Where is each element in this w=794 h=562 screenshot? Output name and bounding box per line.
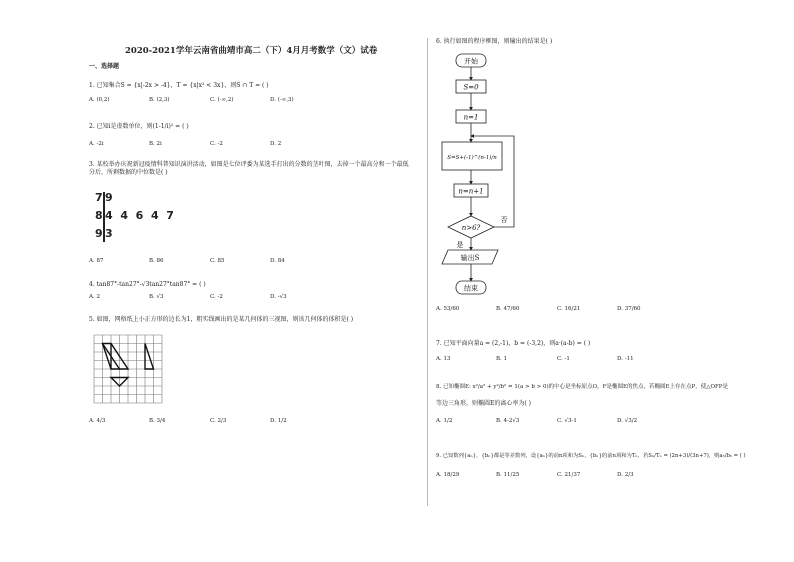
- q2-option-d: D. 2: [270, 141, 282, 147]
- stem-divider: [103, 192, 105, 242]
- question-8-stem-continued: 等边三角形，则椭圆E的离心率为( ): [436, 400, 531, 407]
- stem-leaf-plot: [95, 191, 195, 243]
- page-title: 2020-2021学年云南省曲靖市高二（下）4月月考数学（文）试卷: [125, 46, 378, 56]
- q7-option-c: C. -1: [557, 356, 570, 362]
- leaves-7: 9: [105, 191, 113, 204]
- q1-option-a: A. (0,2): [89, 97, 110, 103]
- flow-no-label: 否: [500, 216, 508, 224]
- q3-option-b: B. 86: [149, 258, 164, 264]
- q4-option-b: B. √3: [149, 294, 164, 300]
- q5-option-c: C. 2/3: [210, 418, 227, 424]
- q4-option-c: C. -2: [210, 294, 223, 300]
- column-divider: [427, 38, 428, 506]
- q8-option-c: C. √3-1: [557, 418, 577, 424]
- q9-option-b: B. 11/25: [496, 472, 520, 478]
- flow-start-text: 开始: [464, 57, 478, 66]
- q3-option-d: D. 84: [270, 258, 285, 264]
- stem-8: 8: [95, 209, 103, 222]
- q8-option-a: A. 1/2: [436, 418, 453, 424]
- question-8-stem: 8. 已知椭圆E: x²/a² + y²/b² = 1(a > b > 0)的中心是坐标原点O，F是椭圆E的焦点，若椭圆E上存在点P，使△OFP是: [436, 384, 728, 390]
- q6-option-b: B. 47/60: [496, 306, 520, 312]
- q5-option-d: D. 1/2: [270, 418, 287, 424]
- stem-9: 9: [95, 227, 103, 240]
- q2-option-c: C. -2: [210, 141, 223, 147]
- flow-init-n-text: n=1: [463, 113, 479, 122]
- q7-option-d: D. -11: [617, 356, 634, 362]
- q6-option-d: D. 37/60: [617, 306, 641, 312]
- q4-option-a: A. 2: [89, 294, 100, 300]
- flow-condition-text: n>6?: [461, 224, 481, 232]
- q9-option-c: C. 21/37: [557, 472, 581, 478]
- q9-option-a: A. 18/29: [436, 472, 460, 478]
- flow-end-text: 结束: [464, 284, 478, 293]
- q1-option-d: D. (-∞,3): [270, 97, 294, 103]
- question-4-stem: 4. tan87°-tan27°-√3tan27°tan87° = ( ): [89, 281, 206, 288]
- q3-option-c: C. 85: [210, 258, 225, 264]
- q8-option-b: B. 4-2√3: [496, 418, 520, 424]
- flow-inc-n-text: n=n+1: [458, 187, 484, 196]
- question-7-stem: 7. 已知平面向量a = (2,-1)，b = (-3,2)，则a·(a-b) = ( ): [436, 340, 591, 347]
- flow-init-s-text: S=0: [463, 83, 479, 92]
- q7-option-a: A. 13: [436, 356, 451, 362]
- question-6-stem: 6. 执行如图的程序框图，则输出的结果是( ): [436, 38, 553, 45]
- question-5-stem: 5. 如图，网格纸上小正方形的边长为1，粗实线画出的是某几何体的三视图，则该几何体的体积是( ): [89, 316, 354, 323]
- q9-option-d: D. 2/3: [617, 472, 634, 478]
- q8-option-d: D. √3/2: [617, 418, 638, 424]
- leaves-8: 4 4 6 4 7: [105, 209, 174, 222]
- leaves-9: 3: [105, 227, 113, 240]
- program-flowchart: [436, 50, 526, 300]
- q7-option-b: B. 1: [496, 356, 508, 362]
- section-heading: 一、选择题: [89, 63, 120, 70]
- q4-option-d: D. -√3: [270, 294, 287, 300]
- flow-yes-label: 是: [456, 241, 464, 249]
- q5-option-a: A. 4/3: [89, 418, 106, 424]
- q2-option-b: B. 2i: [149, 141, 162, 147]
- three-view-grid-figure: [92, 333, 164, 405]
- question-3-stem: 3. 某校举办庆祝新冠疫情科普知识演讲活动，如图是七位评委为某选手打出的分数的茎叶图，去掉一个最高分和一个最低分后，所剩数据的中位数是( ): [89, 161, 409, 176]
- q1-option-c: C. (-∞,2): [210, 97, 234, 103]
- q3-option-a: A. 87: [89, 258, 104, 264]
- q1-option-b: B. (2,3): [149, 97, 170, 103]
- flow-output-text: 输出S: [460, 254, 480, 262]
- q5-option-b: B. 3/4: [149, 418, 166, 424]
- question-1-stem: 1. 已知集合S = {x|-2x > -4}，T = {x|x² < 3x}，则S ∩ T = ( ): [89, 82, 269, 89]
- q6-option-c: C. 16/21: [557, 306, 581, 312]
- question-2-stem: 2. 已知i是虚数单位，则(1-1/i)² = ( ): [89, 123, 189, 130]
- question-9-stem: 9. 已知数列{aₙ}，{bₙ}都是等差数列，设{aₙ}的前n项和为Sₙ，{bₙ}的前n项和为Tₙ，若Sₙ/Tₙ = (2n+3)/(3n+7)，则a₅/b₅ = ( ): [436, 453, 746, 459]
- q2-option-a: A. -2i: [89, 141, 104, 147]
- stem-7: 7: [95, 191, 103, 204]
- flow-update-s-text: S=S+(-1)^(n-1)/n: [447, 155, 497, 161]
- q6-option-a: A. 53/60: [436, 306, 460, 312]
